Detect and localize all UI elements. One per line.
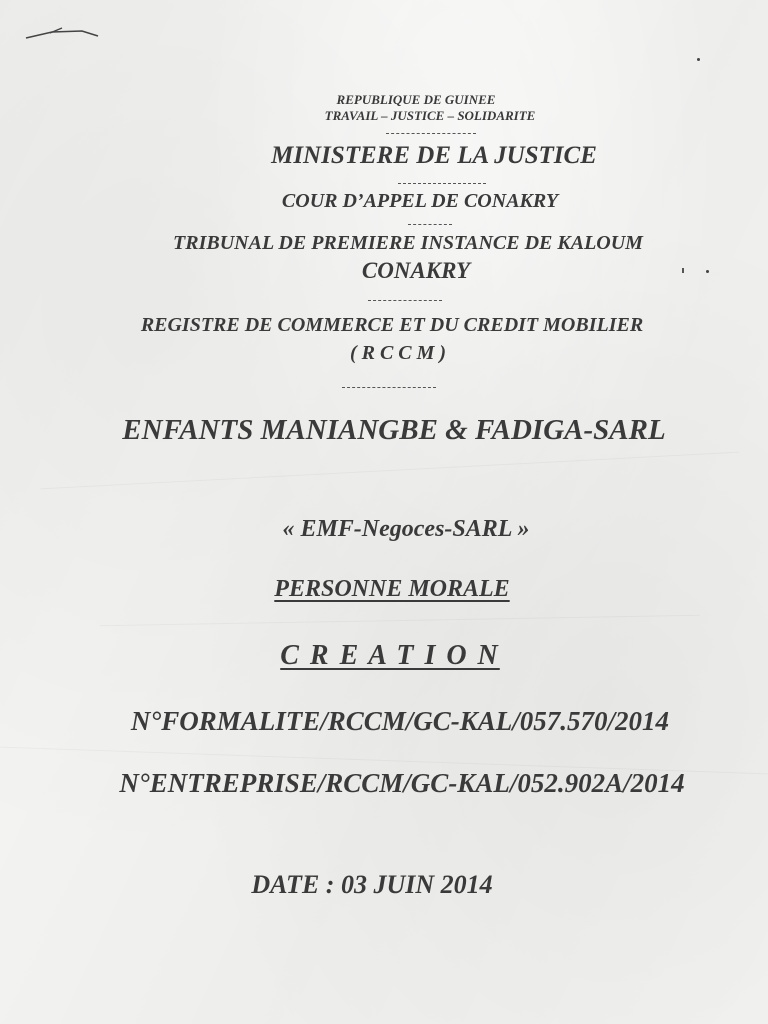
creation-text: C R E A T I O N	[280, 640, 500, 671]
scan-dot	[706, 270, 709, 273]
city-title: CONAKRY	[361, 258, 471, 283]
separator-line	[386, 133, 476, 134]
trade-name: « EMF-Negoces-SARL »	[282, 516, 530, 542]
company-name: ENFANTS MANIANGBE & FADIGA-SARL	[122, 414, 666, 446]
registry-title: REGISTRE DE COMMERCE ET DU CREDIT MOBILIER	[140, 314, 644, 336]
tribunal-title: TRIBUNAL DE PREMIERE INSTANCE DE KALOUM	[173, 232, 643, 254]
separator-line	[408, 224, 452, 225]
creation-title	[6, 640, 768, 672]
entity-type	[8, 576, 768, 603]
national-motto: TRAVAIL – JUSTICE – SOLIDARITE	[324, 108, 536, 123]
document-date: DATE : 03 JUIN 2014	[251, 870, 493, 899]
separator-line	[398, 183, 486, 184]
separator-line	[368, 300, 442, 301]
scan-dot	[697, 58, 700, 61]
court-title: COUR D’APPEL DE CONAKRY	[281, 190, 559, 212]
separator-line	[342, 387, 436, 388]
formality-number: N°FORMALITE/RCCM/GC-KAL/057.570/2014	[130, 706, 670, 736]
entity-type-text: PERSONNE MORALE	[274, 576, 510, 602]
ministry-title: MINISTERE DE LA JUSTICE	[271, 142, 597, 169]
scan-dot	[682, 268, 684, 273]
registry-abbreviation: ( R C C M )	[349, 342, 447, 364]
enterprise-number: N°ENTREPRISE/RCCM/GC-KAL/052.902A/2014	[119, 768, 685, 798]
pen-scribble-mark	[22, 22, 102, 44]
republic-heading: REPUBLIQUE DE GUINEE	[336, 92, 496, 107]
